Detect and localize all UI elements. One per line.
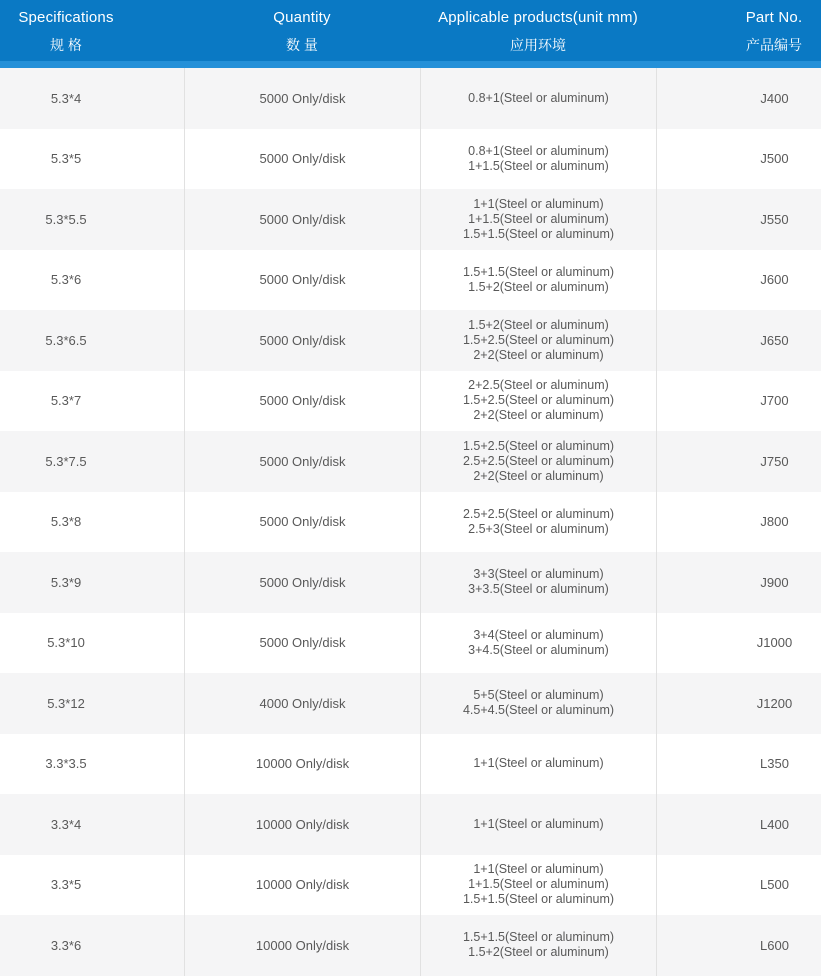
header-cell-applicable-products bbox=[420, 0, 656, 61]
part-no-cell: J600 bbox=[656, 250, 821, 311]
table-body bbox=[0, 68, 821, 976]
part-no-cell: J700 bbox=[656, 371, 821, 432]
part-no-cell: L400 bbox=[656, 794, 821, 855]
products-cell bbox=[420, 915, 656, 976]
products-cell bbox=[420, 310, 656, 371]
part-no-cell: J400 bbox=[656, 68, 821, 129]
table-row bbox=[0, 371, 821, 432]
quantity-cell: 4000 Only/disk bbox=[184, 673, 420, 734]
product-line: 1.5+1.5(Steel or aluminum) bbox=[462, 264, 615, 279]
part-no-cell: J1000 bbox=[656, 613, 821, 674]
header-label-zh: 数 量 bbox=[286, 36, 318, 53]
part-no-cell: J500 bbox=[656, 129, 821, 190]
table-header-row bbox=[0, 0, 821, 61]
spec-cell: 5.3*6.5 bbox=[45, 332, 87, 348]
part-no-cell: L600 bbox=[656, 915, 821, 976]
products-cell bbox=[420, 431, 656, 492]
product-line: 0.8+1(Steel or aluminum) bbox=[468, 143, 609, 158]
products-cell bbox=[420, 552, 656, 613]
products-cell bbox=[420, 673, 656, 734]
header-cell-quantity bbox=[184, 0, 420, 61]
product-line: 1.5+1.5(Steel or aluminum) bbox=[462, 892, 615, 907]
table-row bbox=[0, 552, 821, 613]
part-no-cell: L350 bbox=[656, 734, 821, 795]
quantity-cell: 5000 Only/disk bbox=[184, 129, 420, 190]
product-line: 2+2(Steel or aluminum) bbox=[473, 468, 604, 483]
spec-cell: 3.3*6 bbox=[50, 937, 82, 953]
product-line: 1+1.5(Steel or aluminum) bbox=[468, 211, 609, 226]
spec-cell: 5.3*5.5 bbox=[45, 211, 87, 227]
quantity-cell: 5000 Only/disk bbox=[184, 250, 420, 311]
product-line: 1.5+2.5(Steel or aluminum) bbox=[462, 332, 615, 347]
product-line: 3+4(Steel or aluminum) bbox=[473, 627, 604, 642]
quantity-cell: 10000 Only/disk bbox=[184, 915, 420, 976]
spec-cell: 3.3*4 bbox=[50, 816, 82, 832]
quantity-cell: 5000 Only/disk bbox=[184, 613, 420, 674]
table-row bbox=[0, 250, 821, 311]
products-cell bbox=[420, 855, 656, 916]
product-line: 2+2.5(Steel or aluminum) bbox=[468, 378, 609, 393]
product-line: 2.5+3(Steel or aluminum) bbox=[468, 521, 609, 536]
quantity-cell: 5000 Only/disk bbox=[184, 431, 420, 492]
header-label-zh: 产品编号 bbox=[746, 36, 802, 53]
part-no-cell: L500 bbox=[656, 855, 821, 916]
part-no-cell: J900 bbox=[656, 552, 821, 613]
table-row bbox=[0, 129, 821, 190]
table-row bbox=[0, 431, 821, 492]
product-line: 2.5+2.5(Steel or aluminum) bbox=[462, 506, 615, 521]
product-line: 2+2(Steel or aluminum) bbox=[473, 408, 604, 423]
products-cell bbox=[420, 250, 656, 311]
part-no-cell: J1200 bbox=[656, 673, 821, 734]
table-row bbox=[0, 310, 821, 371]
product-line: 1+1.5(Steel or aluminum) bbox=[468, 877, 609, 892]
product-line: 4.5+4.5(Steel or aluminum) bbox=[462, 703, 615, 718]
header-label-en: Applicable products(unit mm) bbox=[438, 8, 638, 26]
table-row bbox=[0, 189, 821, 250]
header-label-en: Part No. bbox=[745, 8, 803, 26]
product-line: 1.5+2(Steel or aluminum) bbox=[468, 317, 609, 332]
quantity-cell: 5000 Only/disk bbox=[184, 552, 420, 613]
product-line: 1.5+1.5(Steel or aluminum) bbox=[462, 226, 615, 241]
products-cell bbox=[420, 492, 656, 553]
spec-cell: 5.3*10 bbox=[47, 635, 85, 651]
table-row bbox=[0, 492, 821, 553]
part-no-cell: J650 bbox=[656, 310, 821, 371]
product-line: 1+1(Steel or aluminum) bbox=[473, 756, 604, 771]
table-row bbox=[0, 794, 821, 855]
spec-cell: 5.3*8 bbox=[50, 514, 82, 530]
table-row bbox=[0, 734, 821, 795]
products-cell bbox=[420, 129, 656, 190]
product-line: 2+2(Steel or aluminum) bbox=[473, 347, 604, 362]
quantity-cell: 5000 Only/disk bbox=[184, 68, 420, 129]
spec-cell: 5.3*7 bbox=[50, 393, 82, 409]
table-row bbox=[0, 915, 821, 976]
products-cell bbox=[420, 613, 656, 674]
header-cell-specifications bbox=[0, 0, 184, 61]
quantity-cell: 5000 Only/disk bbox=[184, 189, 420, 250]
part-no-cell: J750 bbox=[656, 431, 821, 492]
table-row bbox=[0, 855, 821, 916]
spec-cell: 5.3*5 bbox=[50, 151, 82, 167]
header-accent-bar bbox=[0, 61, 821, 68]
product-line: 5+5(Steel or aluminum) bbox=[473, 688, 604, 703]
product-line: 1.5+2.5(Steel or aluminum) bbox=[462, 393, 615, 408]
header-label-en: Quantity bbox=[273, 8, 331, 26]
spec-cell: 5.3*6 bbox=[50, 272, 82, 288]
product-line: 3+3.5(Steel or aluminum) bbox=[468, 582, 609, 597]
products-cell bbox=[420, 794, 656, 855]
header-label-zh: 规 格 bbox=[50, 36, 82, 53]
part-no-cell: J550 bbox=[656, 189, 821, 250]
product-line: 0.8+1(Steel or aluminum) bbox=[468, 90, 609, 105]
table-row bbox=[0, 68, 821, 129]
product-line: 1+1(Steel or aluminum) bbox=[473, 862, 604, 877]
product-line: 1.5+1.5(Steel or aluminum) bbox=[462, 930, 615, 945]
header-cell-part-no bbox=[656, 0, 821, 61]
quantity-cell: 10000 Only/disk bbox=[184, 794, 420, 855]
products-cell bbox=[420, 68, 656, 129]
product-line: 2.5+2.5(Steel or aluminum) bbox=[462, 453, 615, 468]
quantity-cell: 5000 Only/disk bbox=[184, 371, 420, 432]
table-row bbox=[0, 673, 821, 734]
quantity-cell: 5000 Only/disk bbox=[184, 310, 420, 371]
product-line: 3+3(Steel or aluminum) bbox=[473, 567, 604, 582]
product-line: 1.5+2(Steel or aluminum) bbox=[468, 945, 609, 960]
product-line: 3+4.5(Steel or aluminum) bbox=[468, 642, 609, 657]
spec-cell: 5.3*7.5 bbox=[45, 453, 87, 469]
spec-cell: 5.3*9 bbox=[50, 574, 82, 590]
product-line: 1.5+2.5(Steel or aluminum) bbox=[462, 438, 615, 453]
product-line: 1+1.5(Steel or aluminum) bbox=[468, 158, 609, 173]
product-line: 1+1(Steel or aluminum) bbox=[473, 196, 604, 211]
products-cell bbox=[420, 734, 656, 795]
header-label-zh: 应用环境 bbox=[510, 36, 566, 53]
product-line: 1+1(Steel or aluminum) bbox=[473, 816, 604, 831]
spec-cell: 3.3*5 bbox=[50, 877, 82, 893]
quantity-cell: 10000 Only/disk bbox=[184, 734, 420, 795]
table-row bbox=[0, 613, 821, 674]
products-cell bbox=[420, 189, 656, 250]
spec-cell: 5.3*12 bbox=[47, 695, 85, 711]
products-cell bbox=[420, 371, 656, 432]
part-no-cell: J800 bbox=[656, 492, 821, 553]
quantity-cell: 10000 Only/disk bbox=[184, 855, 420, 916]
product-line: 1.5+2(Steel or aluminum) bbox=[468, 279, 609, 294]
header-label-en: Specifications bbox=[18, 8, 114, 26]
quantity-cell: 5000 Only/disk bbox=[184, 492, 420, 553]
spec-cell: 3.3*3.5 bbox=[45, 756, 87, 772]
spec-cell: 5.3*4 bbox=[50, 90, 82, 106]
